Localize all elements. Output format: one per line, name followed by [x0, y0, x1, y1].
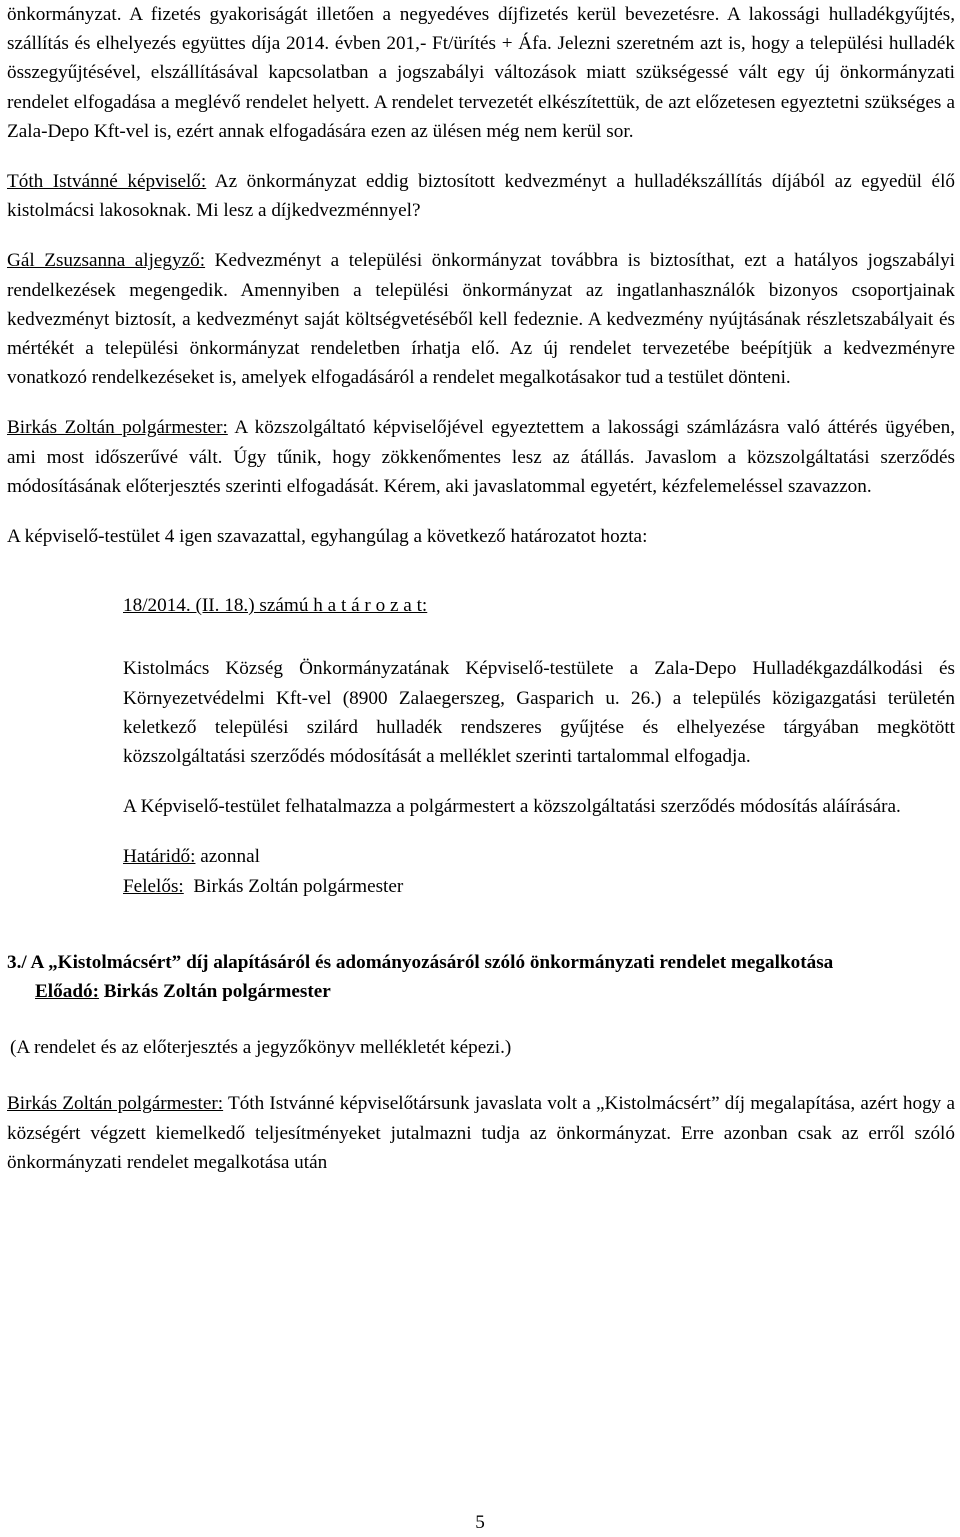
- resolution-body-1: Kistolmács Község Önkormányzatának Képviselő-testülete a Zala-Depo Hulladékgazdálkodási és Környezetvédelmi Kft-vel (8900 Zalaegerszeg, Gasparich u. 26.) a település közigazgatási területén keletkező települési szilárd hulladék rendszeres gyűjtése és elhelyezése tárgyában megkötött közszolgáltatási szerződés módosítását a melléklet szerinti tartalommal elfogadja.: [123, 658, 955, 768]
- page-number: 5: [475, 1512, 485, 1533]
- paragraph-note: (A rendelet és az előterjesztés a jegyzőkönyv mellékletét képezi.): [10, 1037, 512, 1059]
- section-3-number: 3./: [7, 951, 27, 973]
- speaker-gal: Gál Zsuzsanna aljegyző:: [7, 250, 206, 272]
- resolution-deadline: [123, 842, 955, 871]
- speaker-birkas-1: Birkás Zoltán polgármester:: [7, 417, 228, 439]
- paragraph-birkas-1: [7, 413, 955, 501]
- speaker-birkas-2: Birkás Zoltán polgármester:: [7, 1093, 224, 1115]
- section-3-heading: A „Kistolmácsért” díj alapításáról és adományozásáról szóló önkormányzati rendelet megalkotása: [26, 951, 834, 973]
- paragraph-gal: [7, 246, 955, 392]
- section-3-presenter: [35, 977, 955, 1006]
- resolution-responsible: [123, 872, 955, 901]
- responsible-label: Felelős:: [123, 875, 184, 897]
- text-birkas-2: Tóth Istvánné képviselőtársunk javaslata volt a „Kistolmácsért” díj megalapítása, azért hogy a községért végzett kiemelkedő teljesítményeket jutalmazni tudja az önkormányzat. Erre azonban csak az erről szóló önkormányzati rendelet megalkotása után: [7, 1093, 955, 1173]
- paragraph-birkas-2: [7, 1089, 955, 1177]
- responsible-value: Birkás Zoltán polgármester: [183, 875, 404, 897]
- resolution-title: 18/2014. (II. 18.) számú h a t á r o z a t:: [123, 595, 428, 617]
- presenter-value: Birkás Zoltán polgármester: [98, 981, 331, 1003]
- text-toth: Az önkormányzat eddig biztosított kedvezményt a hulladékszállítás díjából az egyedül élő kistolmácsi lakosoknak. Mi lesz a díjkedvezménnyel?: [7, 171, 956, 222]
- section-3-title: [7, 948, 955, 977]
- text-birkas-1: A közszolgáltató képviselőjével egyeztettem a lakossági számlázásra való áttérés ügyében, ami most időszerűvé vált. Úgy tűnik, hogy zökkenőmentes lesz az átállás. Javaslom a közszolgáltatási szerződés módosításának előterjesztés szerinti elfogadását. Kérem, aki javaslatommal egyetért, kézfelemeléssel szavazzon.: [7, 417, 956, 497]
- paragraph-intro: önkormányzat. A fizetés gyakoriságát illetően a negyedéves díjfizetés kerül bevezetésre. A lakossági hulladékgyűjtés, szállítás és elhelyezés együttes díja 2014. évben 201,- Ft/ürítés + Áfa. Jelezni szeretném azt is, hogy a települési hulladék összegyűjtésével, elszállításával kapcsolatban a jogszabályi változások miatt szükségessé vált egy új önkormányzati rendelet elfogadása a meglévő rendelet helyett. A rendelet tervezetét elkészítettük, de azt előzetesen egyeztetni szükséges a Zala-Depo Kft-vel is, ezért annak elfogadására ezen az ülésen még nem kerül sor.: [7, 4, 955, 142]
- deadline-label: Határidő:: [123, 846, 196, 868]
- resolution-body-2: A Képviselő-testület felhatalmazza a polgármestert a közszolgáltatási szerződés módosítás aláírására.: [123, 796, 901, 818]
- paragraph-vote: A képviselő-testület 4 igen szavazattal, egyhangúlag a következő határozatot hozta:: [7, 526, 648, 548]
- deadline-value: azonnal: [195, 846, 260, 868]
- paragraph-toth: [7, 167, 955, 225]
- speaker-toth: Tóth Istvánné képviselő:: [7, 171, 207, 193]
- document-page: [7, 0, 955, 1537]
- text-gal: Kedvezményt a települési önkormányzat továbbra is biztosíthat, ezt a hatályos jogszabályi rendelkezések megengedik. Amennyiben a települési önkormányzat az ingatlanhasználók bizonyos csoportjainak kedvezményt biztosít, a kedvezményt saját költségvetéséből kell fedeznie. A kedvezmény nyújtásának részletszabályait és mértékét a települési önkormányzat rendeletben írhatja elő. Az új rendelet tervezetébe beépítjük a kedvezményre vonatkozó rendelkezéseket is, amelyek elfogadásáról a rendelet megalkotásakor tud a testület dönteni.: [7, 250, 956, 389]
- presenter-label: Előadó:: [35, 981, 99, 1003]
